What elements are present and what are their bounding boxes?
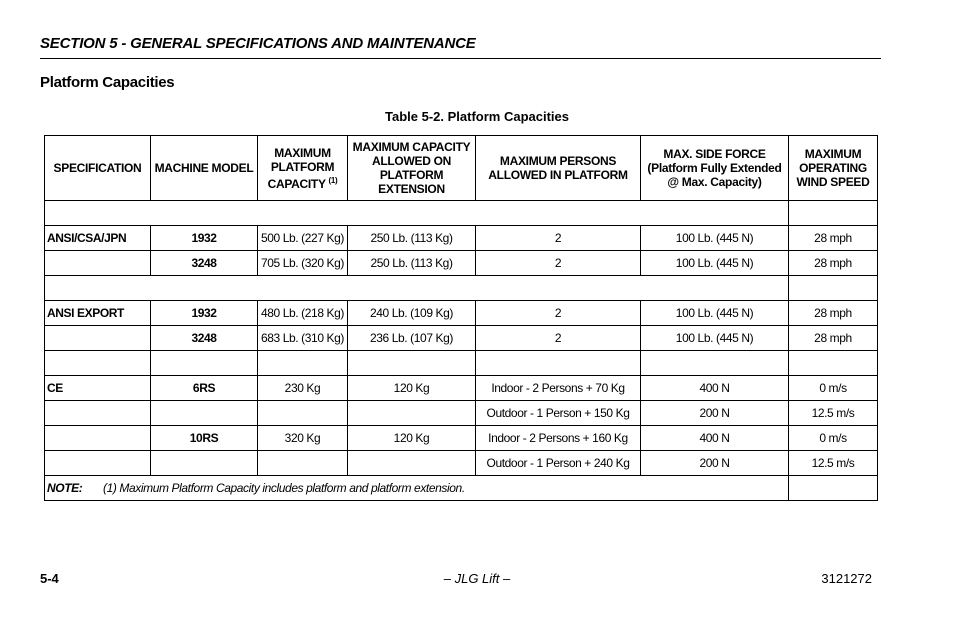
cell-model: 3248	[151, 326, 258, 351]
note-row	[45, 476, 878, 501]
cell-spec	[45, 251, 151, 276]
cell-extension: 236 Lb. (107 Kg)	[348, 326, 476, 351]
cell-capacity	[258, 401, 348, 426]
cell-spec	[45, 326, 151, 351]
cell-capacity	[258, 451, 348, 476]
cell-capacity: 500 Lb. (227 Kg)	[258, 226, 348, 251]
cell-persons: 2	[476, 326, 641, 351]
cell-extension	[348, 401, 476, 426]
cell-model: 3248	[151, 251, 258, 276]
table-header-row	[45, 136, 878, 201]
note-empty-cell	[789, 476, 878, 501]
cell-capacity: 230 Kg	[258, 376, 348, 401]
cell-side-force: 200 N	[641, 451, 789, 476]
cell-wind: 12.5 m/s	[789, 401, 878, 426]
table-row	[45, 376, 878, 401]
col-header-wind-speed: MAXIMUM OPERATING WIND SPEED	[789, 136, 878, 201]
cell-extension: 250 Lb. (113 Kg)	[348, 226, 476, 251]
col-header-max-persons: MAXIMUM PERSONS ALLOWED IN PLATFORM	[476, 136, 641, 201]
cell-persons: Indoor - 2 Persons + 160 Kg	[476, 426, 641, 451]
spacer-row	[45, 201, 878, 226]
document-number: 3121272	[821, 571, 872, 586]
cell-side-force: 100 Lb. (445 N)	[641, 326, 789, 351]
col-header-specification: SPECIFICATION	[45, 136, 151, 201]
cell-spec	[45, 451, 151, 476]
page-title: Platform Capacities	[40, 74, 175, 91]
cell-extension: 120 Kg	[348, 376, 476, 401]
platform-capacities-table	[44, 135, 878, 501]
table-row	[45, 451, 878, 476]
spacer-row	[45, 351, 878, 376]
cell-wind: 12.5 m/s	[789, 451, 878, 476]
col-header-max-platform-capacity: MAXIMUM PLATFORM CAPACITY $^{(1)}$	[258, 136, 348, 201]
cell-spec	[45, 426, 151, 451]
page-number: 5-4	[40, 571, 59, 586]
cell-side-force: 200 N	[641, 401, 789, 426]
cell-capacity: 480 Lb. (218 Kg)	[258, 301, 348, 326]
section-header: SECTION 5 - GENERAL SPECIFICATIONS AND MAINTENANCE	[40, 35, 476, 52]
cell-persons: 2	[476, 226, 641, 251]
cell-persons: Outdoor - 1 Person + 150 Kg	[476, 401, 641, 426]
cell-wind: 0 m/s	[789, 426, 878, 451]
cell-extension: 240 Lb. (109 Kg)	[348, 301, 476, 326]
table-caption: Table 5-2. Platform Capacities	[385, 109, 569, 124]
cell-model: 1932	[151, 226, 258, 251]
cell-capacity: 705 Lb. (320 Kg)	[258, 251, 348, 276]
cell-model	[151, 451, 258, 476]
col-header-side-force: MAX. SIDE FORCE (Platform Fully Extended @ Max. Capacity)	[641, 136, 789, 201]
cell-spec: ANSI EXPORT	[45, 301, 151, 326]
cell-side-force: 400 N	[641, 376, 789, 401]
cell-spec: ANSI/CSA/JPN	[45, 226, 151, 251]
table-row	[45, 226, 878, 251]
table-row	[45, 426, 878, 451]
table-row	[45, 326, 878, 351]
cell-side-force: 100 Lb. (445 N)	[641, 226, 789, 251]
cell-persons: Indoor - 2 Persons + 70 Kg	[476, 376, 641, 401]
col-header-machine-model: MACHINE MODEL	[151, 136, 258, 201]
table-row	[45, 401, 878, 426]
cell-wind: 0 m/s	[789, 376, 878, 401]
cell-persons: 2	[476, 251, 641, 276]
cell-model: 1932	[151, 301, 258, 326]
col-header-extension-capacity: MAXIMUM CAPACITY ALLOWED ON PLATFORM EXTENSION	[348, 136, 476, 201]
cell-side-force: 400 N	[641, 426, 789, 451]
cell-side-force: 100 Lb. (445 N)	[641, 301, 789, 326]
cell-persons: 2	[476, 301, 641, 326]
note-cell	[45, 476, 789, 501]
cell-capacity: 320 Kg	[258, 426, 348, 451]
spacer-row	[45, 276, 878, 301]
cell-spec	[45, 401, 151, 426]
cell-extension	[348, 451, 476, 476]
cell-persons: Outdoor - 1 Person + 240 Kg	[476, 451, 641, 476]
note-label: NOTE:	[47, 481, 83, 495]
cell-model	[151, 401, 258, 426]
cell-extension: 250 Lb. (113 Kg)	[348, 251, 476, 276]
footer-brand: – JLG Lift –	[443, 571, 511, 586]
cell-extension: 120 Kg	[348, 426, 476, 451]
table-row	[45, 251, 878, 276]
cell-spec: CE	[45, 376, 151, 401]
cell-wind: 28 mph	[789, 326, 878, 351]
cell-model: 10RS	[151, 426, 258, 451]
header-rule	[40, 58, 881, 59]
note-text: (1) Maximum Platform Capacity includes platform and platform extension.	[103, 481, 465, 495]
cell-model: 6RS	[151, 376, 258, 401]
table-row	[45, 301, 878, 326]
cell-wind: 28 mph	[789, 301, 878, 326]
cell-capacity: 683 Lb. (310 Kg)	[258, 326, 348, 351]
cell-wind: 28 mph	[789, 226, 878, 251]
cell-wind: 28 mph	[789, 251, 878, 276]
cell-side-force: 100 Lb. (445 N)	[641, 251, 789, 276]
